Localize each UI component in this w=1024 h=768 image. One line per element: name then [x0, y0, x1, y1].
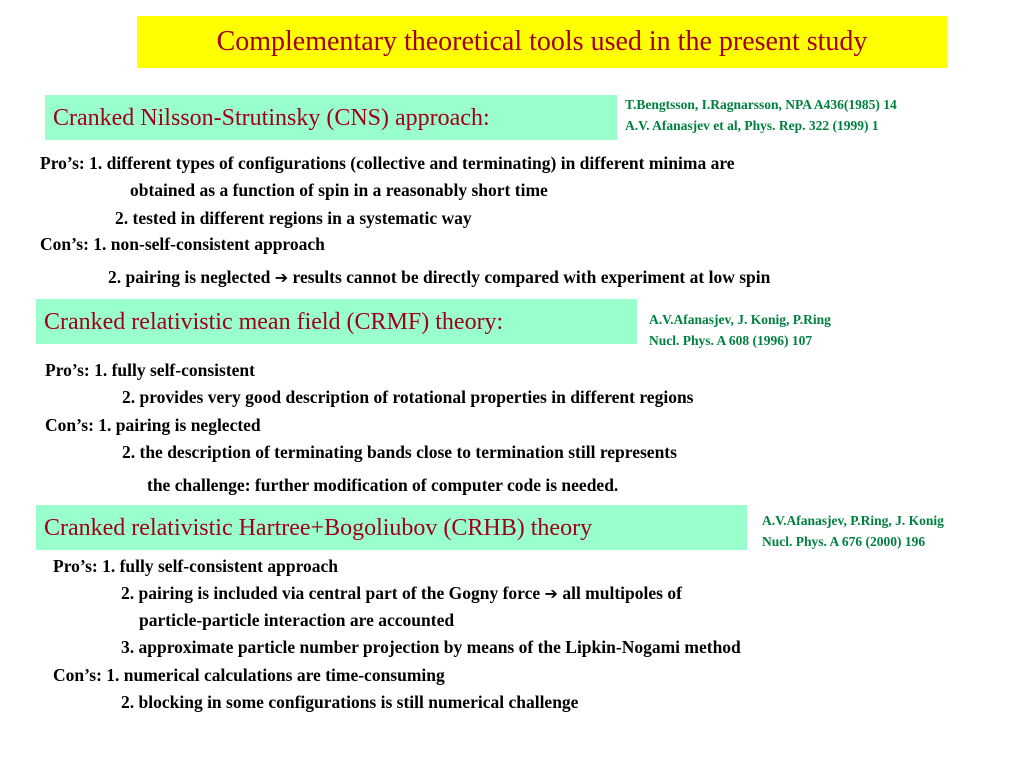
- crhb-pros-line-2-text: 2. pairing is included via central part of the Gogny force: [121, 583, 541, 603]
- crhb-pros-line-1: Pro’s: 1. fully self-consistent approach: [53, 556, 339, 576]
- crhb-pros-line-2-cont: particle-particle interaction are accounted: [139, 610, 455, 630]
- crmf-pros-line-2: 2. provides very good description of rotational properties in different regions: [122, 387, 694, 407]
- reference-crmf-1: A.V.Afanasjev, J. Konig, P.Ring: [649, 312, 831, 327]
- section-heading-crhb: Cranked relativistic Hartree+Bogoliubov (CRHB) theory: [44, 514, 593, 541]
- reference-cns-1: T.Bengtsson, I.Ragnarsson, NPA A436(1985) 14: [625, 97, 897, 112]
- cns-cons-line-1: Con’s: 1. non-self-consistent approach: [40, 234, 325, 254]
- crmf-cons-line-2: 2. the description of terminating bands close to termination still represents: [122, 442, 677, 462]
- right-arrow-icon: ➔: [544, 584, 558, 603]
- crhb-pros-line-2: [121, 582, 682, 605]
- crhb-cons-line-1: Con’s: 1. numerical calculations are time-consuming: [53, 665, 445, 685]
- section-heading-crhb-box: [36, 505, 747, 550]
- crhb-pros-line-2-result: all multipoles of: [562, 583, 682, 603]
- section-heading-cns: Cranked Nilsson-Strutinsky (CNS) approach:: [53, 104, 490, 131]
- reference-crmf-2: Nucl. Phys. A 608 (1996) 107: [649, 333, 813, 348]
- crmf-pros-line-1: Pro’s: 1. fully self-consistent: [45, 360, 255, 380]
- crhb-pros-line-3: 3. approximate particle number projection by means of the Lipkin-Nogami method: [121, 637, 741, 657]
- section-heading-cns-box: [45, 95, 617, 140]
- cns-pros-line-1-cont: obtained as a function of spin in a reasonably short time: [130, 180, 548, 200]
- slide-title: Complementary theoretical tools used in the present study: [216, 26, 868, 57]
- section-heading-crmf-box: [36, 299, 637, 344]
- reference-crhb-1: A.V.Afanasjev, P.Ring, J. Konig: [762, 513, 944, 528]
- reference-cns-2: A.V. Afanasjev et al, Phys. Rep. 322 (1999) 1: [625, 118, 879, 133]
- cns-cons-line-2: [108, 266, 770, 289]
- section-heading-crmf: Cranked relativistic mean field (CRMF) theory:: [44, 308, 504, 335]
- reference-crhb-2: Nucl. Phys. A 676 (2000) 196: [762, 534, 926, 549]
- cns-cons-line-2-text: 2. pairing is neglected: [108, 267, 271, 287]
- slide-title-box: [137, 16, 947, 68]
- cns-cons-line-2-result: results cannot be directly compared with experiment at low spin: [292, 267, 771, 287]
- crmf-cons-line-1: Con’s: 1. pairing is neglected: [45, 415, 261, 435]
- crmf-cons-line-2-cont: the challenge: further modification of computer code is needed.: [147, 475, 619, 495]
- crhb-cons-line-2: 2. blocking in some configurations is still numerical challenge: [121, 692, 579, 712]
- right-arrow-icon: ➔: [274, 268, 289, 287]
- cns-pros-line-2: 2. tested in different regions in a systematic way: [115, 208, 472, 228]
- cns-pros-line-1: Pro’s: 1. different types of configurations (collective and terminating) in different minima are: [40, 153, 735, 173]
